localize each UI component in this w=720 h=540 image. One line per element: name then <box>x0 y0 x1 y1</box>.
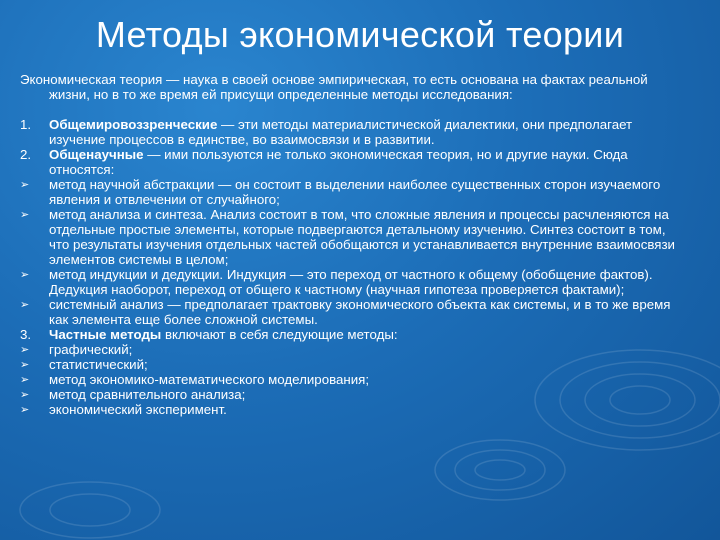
item-text: включают в себя следующие методы: <box>161 327 398 342</box>
item-heading: Общенаучные <box>49 147 144 162</box>
bullet-item <box>20 177 682 207</box>
bullet-text: системный анализ — предполагает трактовку экономического объекта как системы, и в то же время как элемента еще более сложной системы. <box>49 297 671 327</box>
numbered-item-2 <box>20 147 682 177</box>
item-number: 2. <box>20 147 32 162</box>
bullet-item <box>20 267 682 297</box>
bullet-text: метод сравнительного анализа; <box>49 387 246 402</box>
arrow-bullet-icon: ➢ <box>20 269 30 281</box>
item-heading: Общемировоззренческие <box>49 117 218 132</box>
arrow-bullet-icon: ➢ <box>20 359 30 371</box>
arrow-bullet-icon: ➢ <box>20 404 30 416</box>
bullet-item <box>20 342 682 357</box>
intro-paragraph: Экономическая теория — наука в своей основе эмпирическая, то есть основана на фактах реальной жизни, но в то же время ей присущи определенные методы исследования: <box>20 72 648 102</box>
bullet-item <box>20 402 682 417</box>
arrow-bullet-icon: ➢ <box>20 389 30 401</box>
item-number: 3. <box>20 327 32 342</box>
arrow-bullet-icon: ➢ <box>20 179 30 191</box>
item-text: — эти методы материалистической диалектики, они предполагает изучение процессов в единстве, во взаимосвязи и в развитии. <box>49 117 633 147</box>
bullet-item <box>20 297 682 327</box>
item-text: — ими пользуются не только экономическая теория, но и другие науки. Сюда относятся: <box>49 147 628 177</box>
arrow-bullet-icon: ➢ <box>20 344 30 356</box>
bullet-item <box>20 387 682 402</box>
bullet-text: графический; <box>49 342 133 357</box>
slide-title: Методы экономической теории <box>95 14 625 55</box>
arrow-bullet-icon: ➢ <box>20 299 30 311</box>
bullet-text: экономический эксперимент. <box>49 402 227 417</box>
numbered-item-3 <box>20 327 682 342</box>
bullet-item <box>20 207 682 267</box>
bullet-text: метод экономико-математического моделирования; <box>49 372 370 387</box>
bullet-text: статистический; <box>49 357 148 372</box>
item-number: 1. <box>20 117 32 132</box>
item-heading: Частные методы <box>49 327 162 342</box>
bullet-item <box>20 372 682 387</box>
bullet-text: метод анализа и синтеза. Анализ состоит в том, что сложные явления и процессы расчленяются на отдельные простые элементы, которые подвергаются детальному изучению. Синтез состоит в том, что результаты изучения отдельных частей обобщаются и устанавливается внутренние взаимосвязи элементов системы в целом; <box>49 207 675 267</box>
arrow-bullet-icon: ➢ <box>20 209 30 221</box>
bullet-text: метод индукции и дедукции. Индукция — это переход от частного к общему (обобщение фактов). Дедукция наоборот, переход от общего к частному (научная гипотеза проверяется фактами); <box>49 267 653 297</box>
bullet-text: метод научной абстракции — он состоит в выделении наиболее существенных сторон изучаемого явления и отвлечении от случайного; <box>49 177 661 207</box>
numbered-item-1 <box>20 117 682 147</box>
slide-body <box>20 72 682 417</box>
bullet-item <box>20 357 682 372</box>
arrow-bullet-icon: ➢ <box>20 374 30 386</box>
